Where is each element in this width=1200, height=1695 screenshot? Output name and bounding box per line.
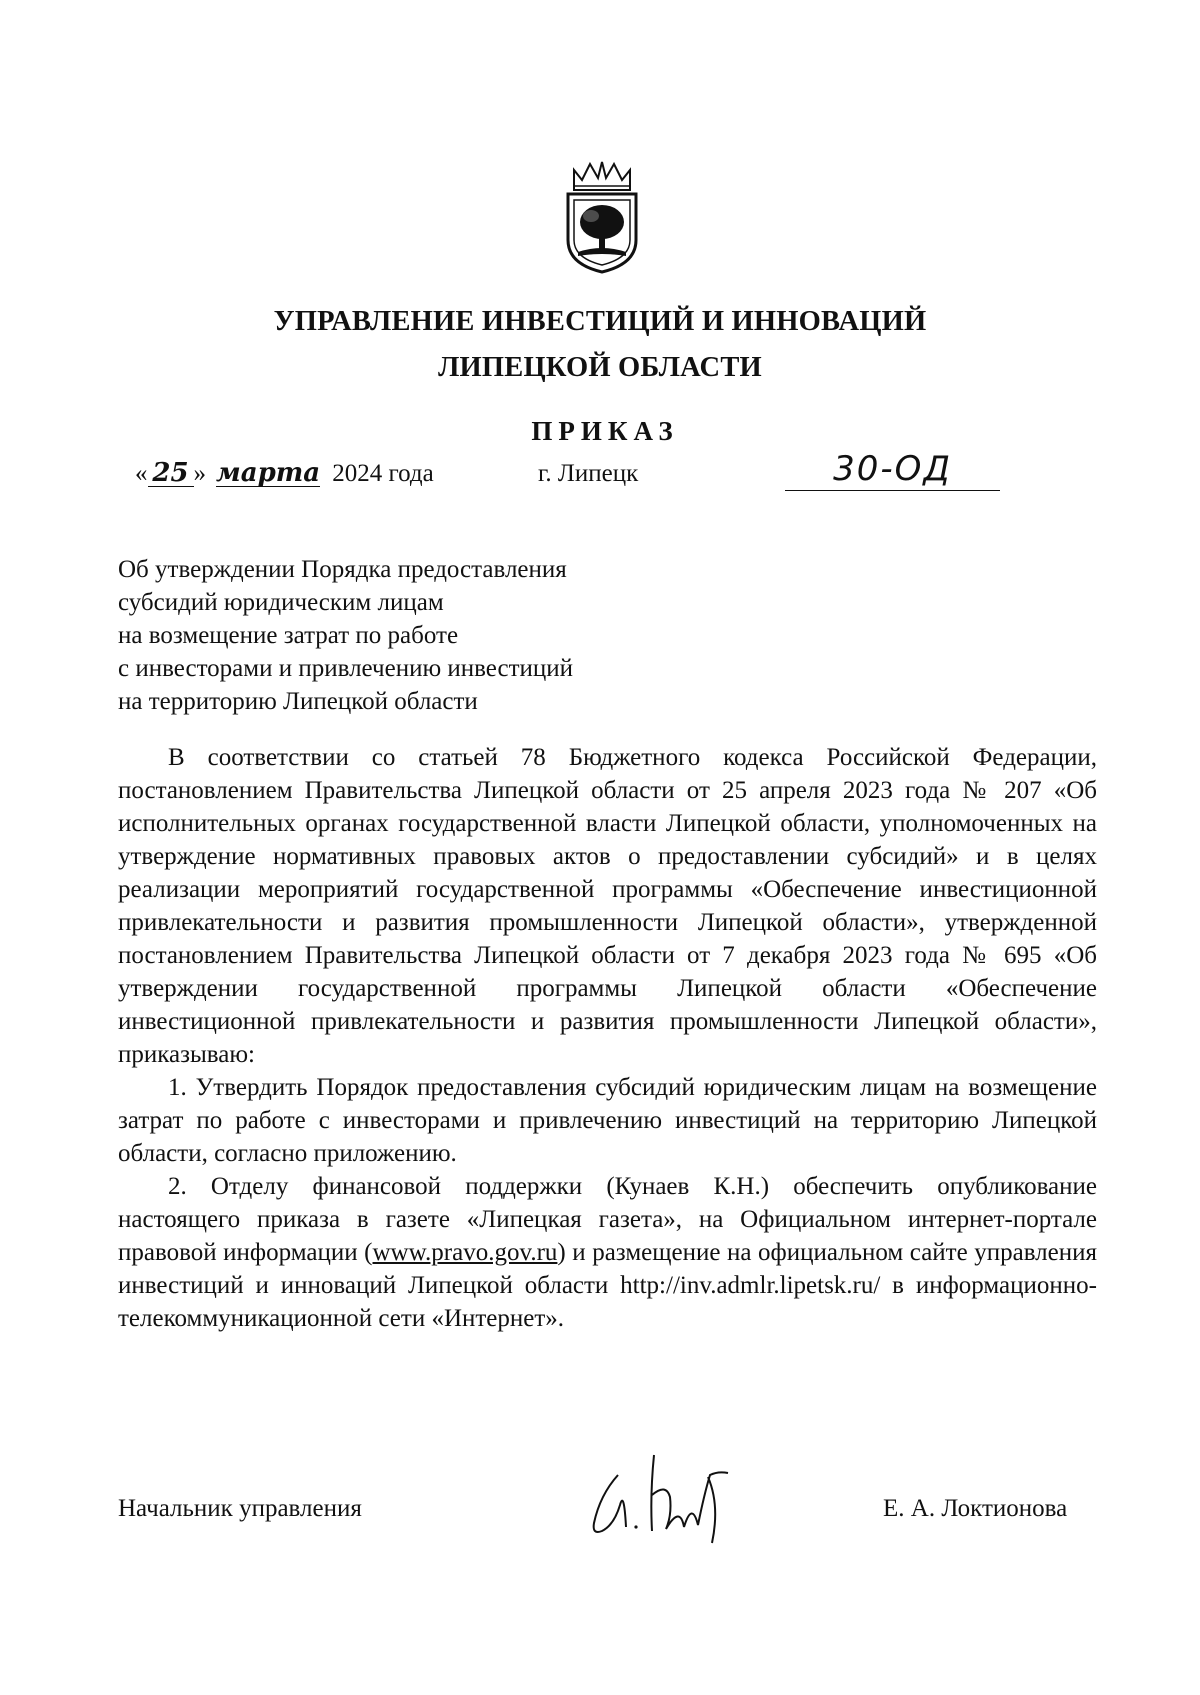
- subject-line: субсидий юридическим лицам: [118, 589, 444, 616]
- subject-line: на территорию Липецкой области: [118, 688, 478, 715]
- item-2-text-end: ) и размещение на официальном сайте управления инвестиций и инноваций Липецкой области http://inv.admlr.lipetsk.ru/ в информационно-телекоммуникационной сети «Интернет».: [118, 1239, 1098, 1332]
- handwritten-signature-icon: [580, 1435, 750, 1545]
- signatory-name: Е. А. Локтионова: [883, 1495, 1068, 1522]
- item-2-paragraph: [118, 1170, 1097, 1335]
- item-1-paragraph: 1. Утвердить Порядок предоставления субсидий юридическим лицам на возмещение затрат по работе с инвесторами и привлечению инвестиций на территорию Липецкой области, согласно приложению.: [118, 1074, 1097, 1167]
- subject-line: с инвесторами и привлечению инвестиций: [118, 655, 574, 682]
- organization-name-line1: УПРАВЛЕНИЕ ИНВЕСТИЦИЙ И ИННОВАЦИЙ: [273, 306, 927, 337]
- document-subject: [118, 553, 573, 718]
- signatory-title: Начальник управления: [118, 1495, 362, 1522]
- subject-line: Об утверждении Порядка предоставления: [118, 556, 567, 583]
- date-day: 25: [148, 460, 194, 487]
- subject-line: на возмещение затрат по работе: [118, 622, 459, 649]
- document-date: [135, 460, 434, 488]
- coat-of-arms-icon: [556, 160, 648, 275]
- item-2-text-start: 2. Отделу финансовой поддержки (Кунаев К.Н.) обеспечить опубликование настоящего приказа в газете «Липецкая газета», на Официальном интернет-портале правовой информации (: [118, 1173, 1097, 1266]
- date-quote-open: «: [135, 460, 148, 487]
- date-month: марта: [216, 458, 321, 488]
- organization-name-line2: ЛИПЕЦКОЙ ОБЛАСТИ: [438, 352, 762, 383]
- document-number-field: [785, 449, 1000, 491]
- pravo-gov-link[interactable]: www.pravo.gov.ru: [372, 1239, 558, 1266]
- date-year: 2024 года: [332, 460, 434, 487]
- document-body: [118, 741, 1097, 1335]
- document-number: 30-ОД: [833, 449, 952, 489]
- document-type: ПРИКАЗ: [531, 416, 679, 446]
- preamble-paragraph: В соответствии со статьей 78 Бюджетного кодекса Российской Федерации, постановлением Правительства Липецкой области от 25 апреля 2023 года № 207 «Об исполнительных органах государственной власти Липецкой области, уполномоченных на утверждение нормативных правовых актов о предоставлении субсидий» и в целях реализации мероприятий государственной программы «Обеспечение инвестиционной привлекательности и развития промышленности Липецкой области», утвержденной постановлением Правительства Липецкой области от 7 декабря 2023 года № 695 «Об утверждении государственной программы Липецкой области «Обеспечение инвестиционной привлекательности и развития промышленности Липецкой области», приказываю:: [118, 744, 1097, 1068]
- date-quote-close: »: [193, 460, 206, 487]
- document-city: г. Липецк: [538, 460, 639, 487]
